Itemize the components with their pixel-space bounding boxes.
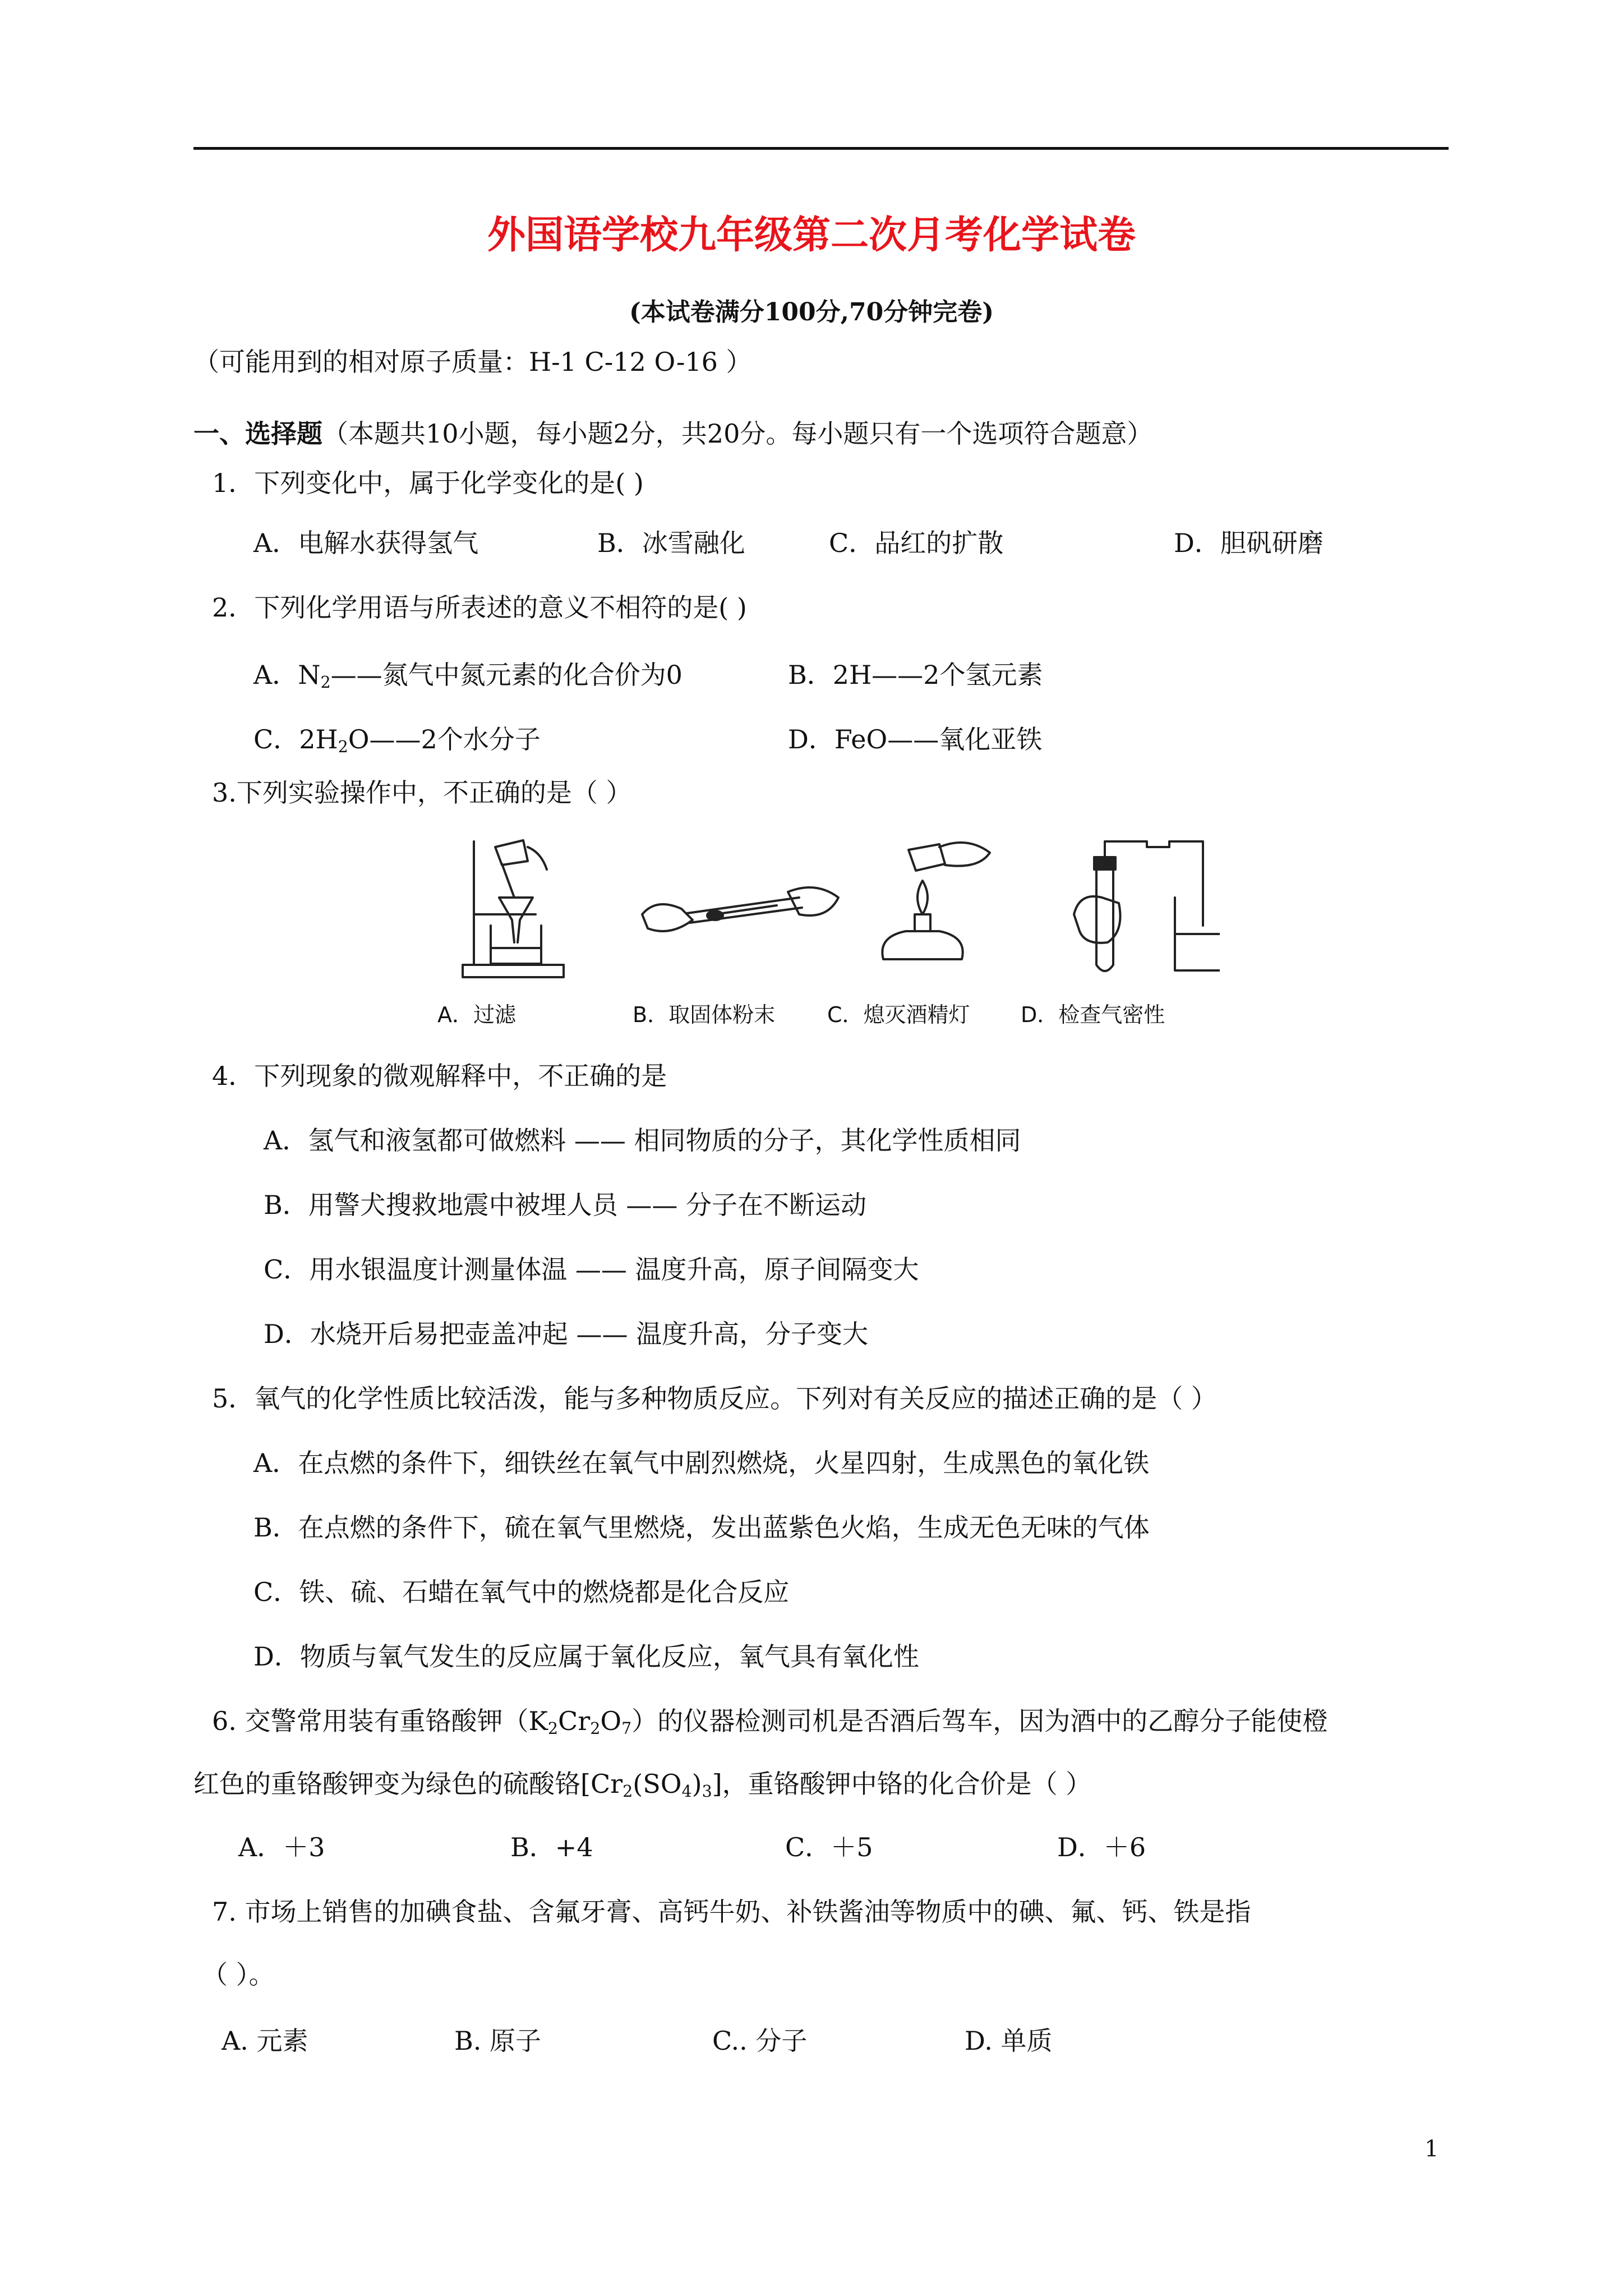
q5-option-d: D．物质与氧气发生的反应属于氧化反应，氧气具有氧化性 xyxy=(253,1641,919,1672)
q4-stem: 4．下列现象的微观解释中，不正确的是 xyxy=(212,1061,667,1091)
q6-option-c: C．＋5 xyxy=(785,1832,873,1862)
q2-option-b: B．2H——2个氢元素 xyxy=(788,660,1043,690)
q2-option-c: C．$2H_2O——2$个水分子 xyxy=(253,724,541,757)
figure-caption-c: C．熄灭酒精灯 xyxy=(827,1002,970,1027)
airtightness-illustration xyxy=(1074,841,1220,971)
q7-option-c: C.. 分子 xyxy=(712,2026,808,2056)
q7-option-a: A. 元素 xyxy=(222,2026,308,2056)
q6-stem-line1: 6. 交警常用装有重铬酸钾$(K_2Cr_2O_7)$的仪器检测司机是否酒后驾车，因为酒中的乙醇分子能使橙 xyxy=(212,1706,1329,1738)
filtration-illustration xyxy=(463,840,564,977)
exam-title: 外国语学校九年级第二次月考化学试卷 xyxy=(487,213,1136,257)
section-title: 一、选择题 xyxy=(193,418,322,449)
q7-stem-line2: （ ）。 xyxy=(202,1959,275,1990)
q2-option-a: A．$N_2——$氮气中氮元素的化合价为0 xyxy=(253,660,683,692)
figure-caption-b: B．取固体粉末 xyxy=(633,1002,776,1027)
q4-option-a: A．氢气和液氢都可做燃料 —— 相同物质的分子，其化学性质相同 xyxy=(264,1125,1021,1156)
q6-option-b: B．+4 xyxy=(510,1832,593,1862)
q5-option-a: A．在点燃的条件下，细铁丝在氧气中剧烈燃烧，火星四射，生成黑色的氧化铁 xyxy=(253,1448,1150,1478)
section-heading xyxy=(193,418,1153,449)
lab-operations-figure xyxy=(429,830,1220,1032)
q1-stem: 1．下列变化中，属于化学变化的是( ) xyxy=(212,468,644,498)
q2-stem: 2．下列化学用语与所表述的意义不相符的是( ) xyxy=(212,592,747,623)
page-number: 1 xyxy=(1424,2136,1439,2162)
q1-option-a: A．电解水获得氢气 xyxy=(253,528,479,558)
section-instructions: （本题共10小题，每小题2分，共20分。每小题只有一个选项符合题意） xyxy=(322,418,1153,449)
figure-caption-d: D．检查气密性 xyxy=(1021,1002,1165,1027)
q2-option-d: D．FeO——氧化亚铁 xyxy=(788,724,1043,754)
q1-option-b: B．冰雪融化 xyxy=(597,528,745,558)
q1-option-c: C．品红的扩散 xyxy=(829,528,1004,558)
alcohol-lamp-illustration xyxy=(882,843,990,959)
q7-option-d: D. 单质 xyxy=(965,2026,1053,2056)
exam-subtitle: (本试卷满分100分,70分钟完卷) xyxy=(629,298,994,326)
q4-option-c: C．用水银温度计测量体温 —— 温度升高，原子间隔变大 xyxy=(264,1254,919,1285)
atomic-mass-note: （可能用到的相对原子质量：H-1 C-12 O-16 ） xyxy=(193,347,752,377)
q5-option-b: B．在点燃的条件下，硫在氧气里燃烧，发出蓝紫色火焰，生成无色无味的气体 xyxy=(253,1512,1150,1543)
q5-option-c: C．铁、硫、石蜡在氧气中的燃烧都是化合反应 xyxy=(253,1577,790,1607)
q3-stem: 3.下列实验操作中，不正确的是（ ） xyxy=(212,777,632,808)
figure-caption-a: A．过滤 xyxy=(437,1002,516,1027)
q6-stem-line2: 红色的重铬酸钾变为绿色的硫酸铬$[Cr_2(SO_4)_3]$，重铬酸钾中铬的化合价是（ ） xyxy=(193,1769,1092,1801)
q7-stem-line1: 7. 市场上销售的加碘食盐、含氟牙膏、高钙牛奶、补铁酱油等物质中的碘、氟、钙、铁是指 xyxy=(212,1897,1251,1927)
q6-option-a: A．＋3 xyxy=(238,1832,325,1862)
q6-option-d: D．＋6 xyxy=(1057,1832,1146,1862)
q4-option-b: B．用警犬搜救地震中被埋人员 —— 分子在不断运动 xyxy=(264,1190,867,1220)
solid-powder-illustration xyxy=(642,887,838,931)
header-rule xyxy=(193,147,1449,150)
q5-stem: 5．氧气的化学性质比较活泼，能与多种物质反应。下列对有关反应的描述正确的是（ ） xyxy=(212,1383,1217,1414)
q1-option-d: D．胆矾研磨 xyxy=(1174,528,1324,558)
q7-option-b: B. 原子 xyxy=(454,2026,542,2056)
q4-option-d: D．水烧开后易把壶盖冲起 —— 温度升高，分子变大 xyxy=(264,1319,869,1349)
